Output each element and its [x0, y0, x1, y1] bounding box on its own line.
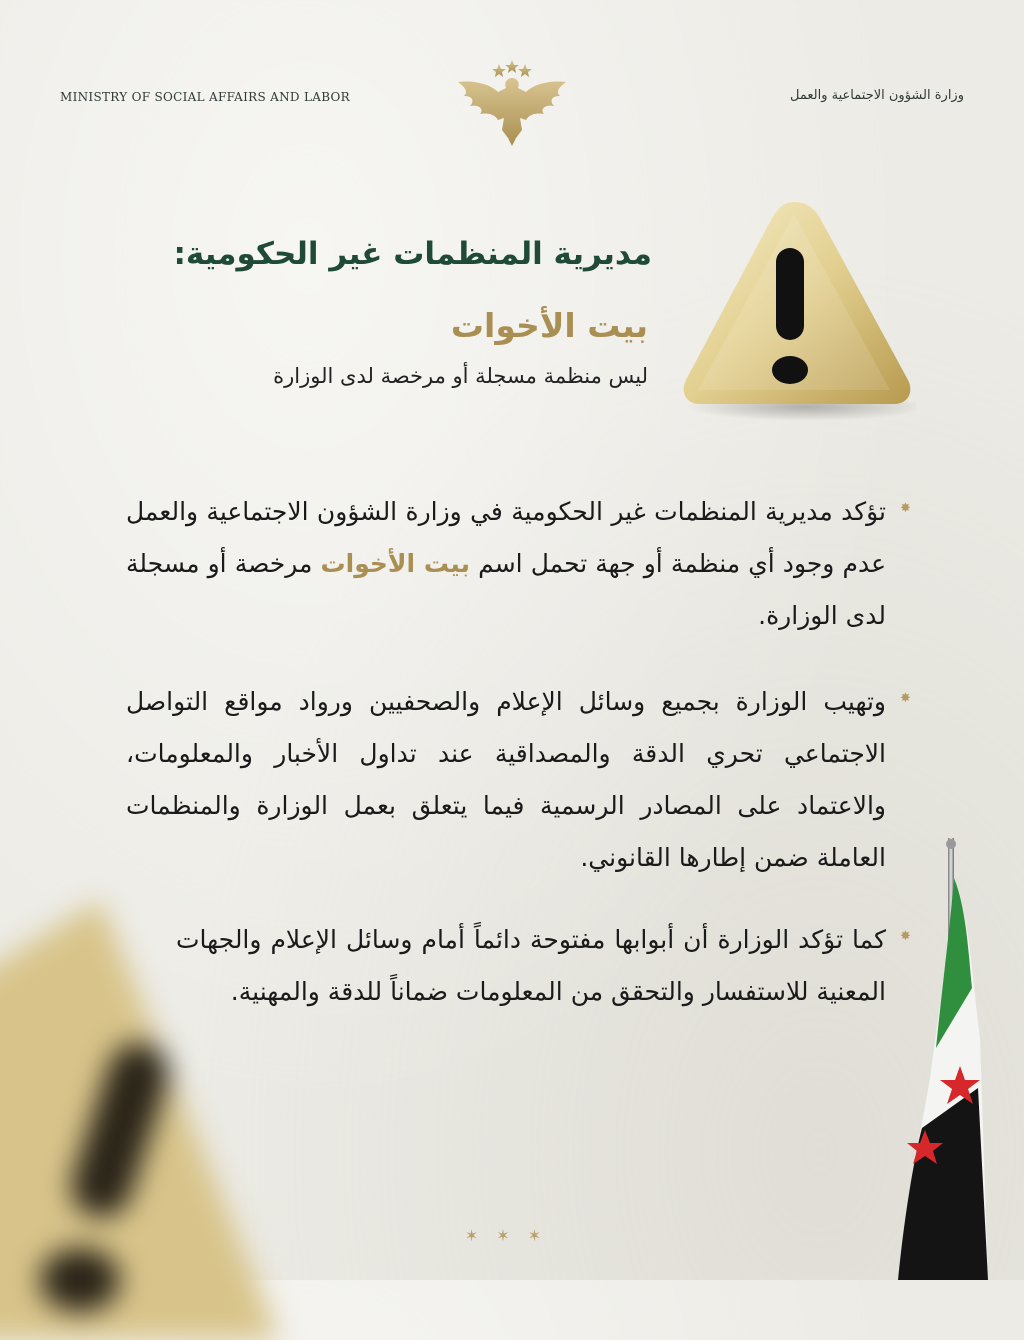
paragraph-1-lead: تؤكد مديرية المنظمات غير الحكومية في وزارة الشؤون الاجتماعية والعمل عدم وجود أي منظمة أو جهة تحمل اسم [126, 497, 886, 578]
ministry-name-en: MINISTRY OF SOCIAL AFFAIRS AND LABOR [60, 90, 351, 104]
flag-icon [880, 838, 1020, 1280]
bullet-diamond-icon: ✸ [900, 929, 911, 944]
paragraph-2: وتهيب الوزارة بجميع وسائل الإعلام والصحفيين ورواد مواقع التواصل الاجتماعي تحري الدقة والمصداقية عند تداول الأخبار والمعلومات، والاعتماد على المصادر الرسمية فيما يتعلق بعمل الوزارة والمنظمات العاملة ضمن إطارها القانوني. [126, 687, 886, 872]
footer-stars-ornament: ✶✶✶ [464, 1226, 560, 1245]
warning-triangle-icon [676, 192, 916, 422]
subtitle: بيت الأخوات [450, 306, 648, 345]
blurred-warning-decoration [0, 880, 300, 1340]
eagle-emblem-icon [452, 58, 572, 148]
paragraph-1-tail: مرخصة أو مسجلة لدى الوزارة. [126, 549, 886, 630]
organization-name-highlight: بيت الأخوات [320, 549, 470, 578]
paragraph-1 [126, 486, 886, 642]
bullet-diamond-icon: ✸ [900, 691, 911, 706]
ministry-name-ar: وزارة الشؤون الاجتماعية والعمل [790, 88, 964, 103]
page-title: مديرية المنظمات غير الحكومية: [173, 236, 652, 272]
subtitle-note: ليس منظمة مسجلة أو مرخصة لدى الوزارة [273, 364, 648, 388]
paragraph-3: كما تؤكد الوزارة أن أبوابها مفتوحة دائماً أمام وسائل الإعلام والجهات المعنية للاستفسار والتحقق من المعلومات ضماناً للدقة والمهنية. [176, 925, 886, 1006]
bullet-diamond-icon: ✸ [900, 501, 911, 516]
